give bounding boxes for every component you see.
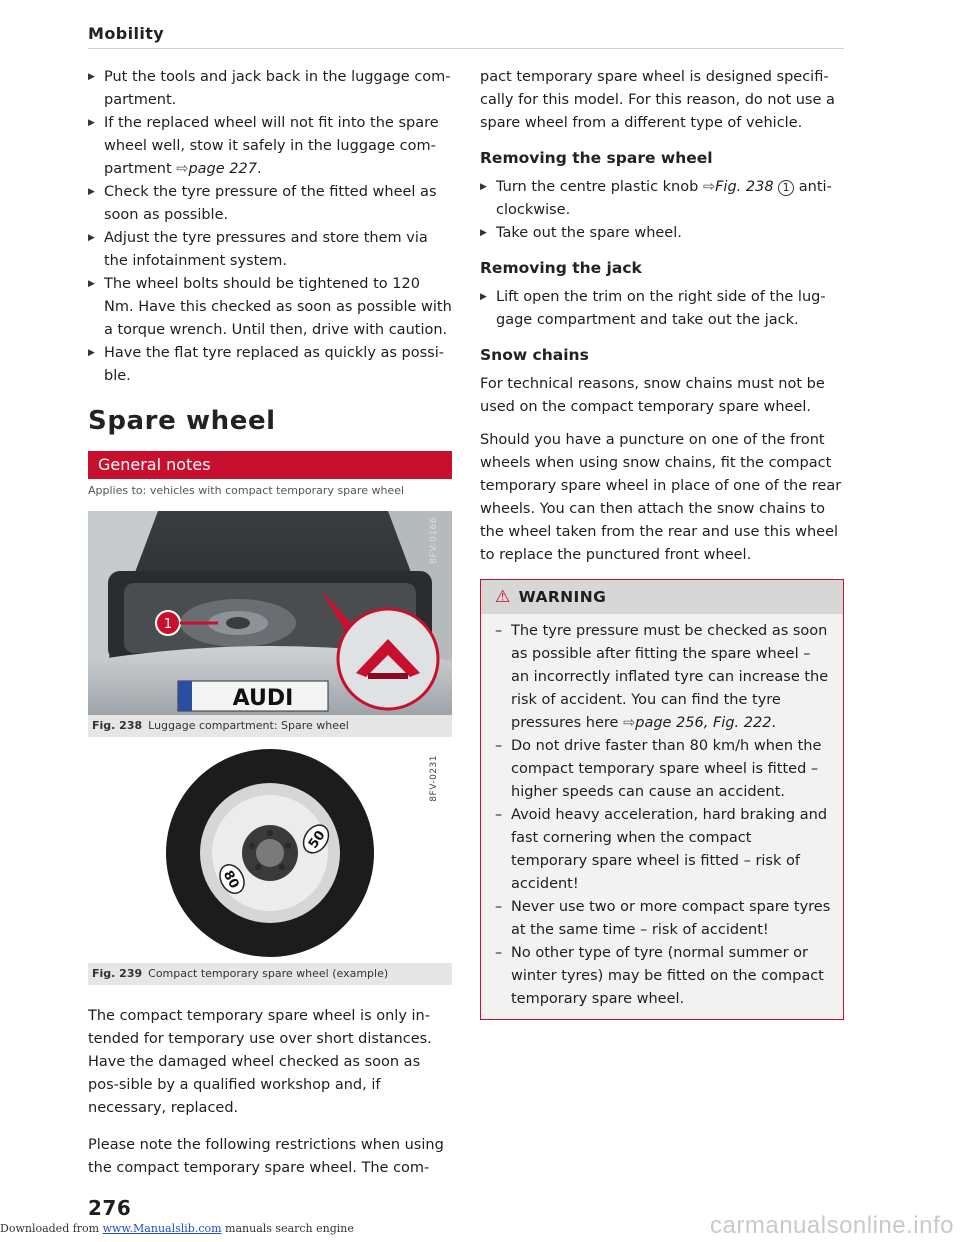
callout-marker: 1 [163,617,173,632]
body-paragraph: Please note the following restrictions when using the compact temporary spare wheel. The com- [88,1137,444,1176]
instruction-list [480,286,844,332]
applies-to-note: Applies to: vehicles with compact temporary spare wheel [88,484,405,497]
warning-triangle-icon: ⚠ [495,587,511,607]
subheading-snow-chains: Snow chains [480,346,589,364]
list-item: ▶ The wheel bolts should be tightened to 120 Nm. Have this checked as soon as possible with a torque wrench. Until then, drive with caution. [88,273,452,342]
instruction-list [480,176,844,245]
warning-list [481,614,843,1019]
speed-label-50: 50 [305,828,329,852]
list-item: – Never use two or more compact spare tyres at the same time – risk of accident! [495,896,831,942]
watermark: carmanualsonline.info [710,1212,954,1239]
callout-circle-icon: 1 [778,180,794,196]
chapter-title: Spare wheel [88,406,276,436]
list-item: – Do not drive faster than 80 km/h when the compact temporary spare wheel is fitted – higher speeds can cause an accident. [495,735,831,804]
page-link[interactable]: page 256, Fig. 222 [635,715,772,731]
figure-code: 8FV-0231 [429,755,439,802]
subheading-removing-jack: Removing the jack [480,259,642,277]
license-plate-text: AUDI [232,686,294,711]
body-paragraph: For technical reasons, snow chains must not be used on the compact temporary spare wheel. [480,376,825,415]
figure-caption: Fig. 239 Compact temporary spare wheel (example) [88,963,452,985]
ref-arrow-icon: ⇨ [623,715,636,731]
body-paragraph: Should you have a puncture on one of the front wheels when using snow chains, fit the compact temporary spare wheel in place of one of the rear wheels. You can then attach the snow chains to the wheel taken from the rear and use this wheel to replace the punctured front wheel. [480,432,842,563]
footer: Downloaded from www.Manualslib.com manuals search engine [0,1222,354,1235]
figure-link[interactable]: Fig. 238 [715,179,774,195]
luggage-compartment-svg [88,511,452,715]
manualslib-link[interactable]: www.Manualslib.com [102,1222,222,1235]
ref-arrow-icon: ⇨ [702,179,716,195]
list-item: ▶ Take out the spare wheel. [480,222,844,245]
list-item: – No other type of tyre (normal summer or winter tyres) may be fitted on the compact temporary spare wheel. [495,942,831,1011]
left-column [88,66,452,1180]
luggage-compartment-illustration [88,511,452,715]
body-paragraph: pact temporary spare wheel is designed specifi-cally for this model. For this reason, do not use a spare wheel from a different type of vehicle. [480,69,835,131]
list-item: ▶ Check the tyre pressure of the fitted wheel as soon as possible. [88,181,452,227]
warning-box [480,579,844,1020]
list-item: ▶ If the replaced wheel will not fit into the spare wheel well, stow it safely in the luggage com-partment ⇨page 227. [88,112,452,181]
spare-wheel-illustration [88,749,452,963]
list-item: ▶ Adjust the tyre pressures and store them via the infotainment system. [88,227,452,273]
figure-239 [88,749,452,985]
section-header: Mobility [88,24,165,43]
list-item: ▶ Put the tools and jack back in the luggage com-partment. [88,66,452,112]
page-link[interactable]: page 227 [188,161,257,177]
warning-heading: ⚠ WARNING [481,580,843,614]
page-number: 276 [88,1196,132,1220]
instruction-list [88,66,452,388]
speed-label-80: 80 [219,868,242,892]
general-notes-bar: General notes [88,451,452,479]
figure-code: 8FV-0166 [429,517,439,564]
list-item: ▶ Have the flat tyre replaced as quickly as possi-ble. [88,342,452,388]
body-paragraph: The compact temporary spare wheel is only in-tended for temporary use over short distances. Have the damaged wheel checked as soon as pos-sible by a qualified workshop and, if necessary, replaced. [88,1008,432,1116]
list-item: ▶ Turn the centre plastic knob ⇨Fig. 238 1 anti-clockwise. [480,176,844,222]
list-item: – The tyre pressure must be checked as soon as possible after fitting the spare wheel – an incorrectly inflated tyre can increase the risk of accident. You can find the tyre pressures here ⇨page 256, Fig. 222. [495,620,831,735]
spare-wheel-svg [88,749,452,963]
ref-arrow-icon: ⇨ [176,161,189,177]
right-column [480,66,844,1020]
header-rule [88,48,844,49]
list-item: ▶ Lift open the trim on the right side of the lug-gage compartment and take out the jack. [480,286,844,332]
subheading-removing-spare: Removing the spare wheel [480,149,713,167]
figure-caption: Fig. 238 Luggage compartment: Spare wheel [88,715,452,737]
list-item: – Avoid heavy acceleration, hard braking and fast cornering when the compact temporary spare wheel is fitted – risk of accident! [495,804,831,896]
figure-238 [88,511,452,737]
